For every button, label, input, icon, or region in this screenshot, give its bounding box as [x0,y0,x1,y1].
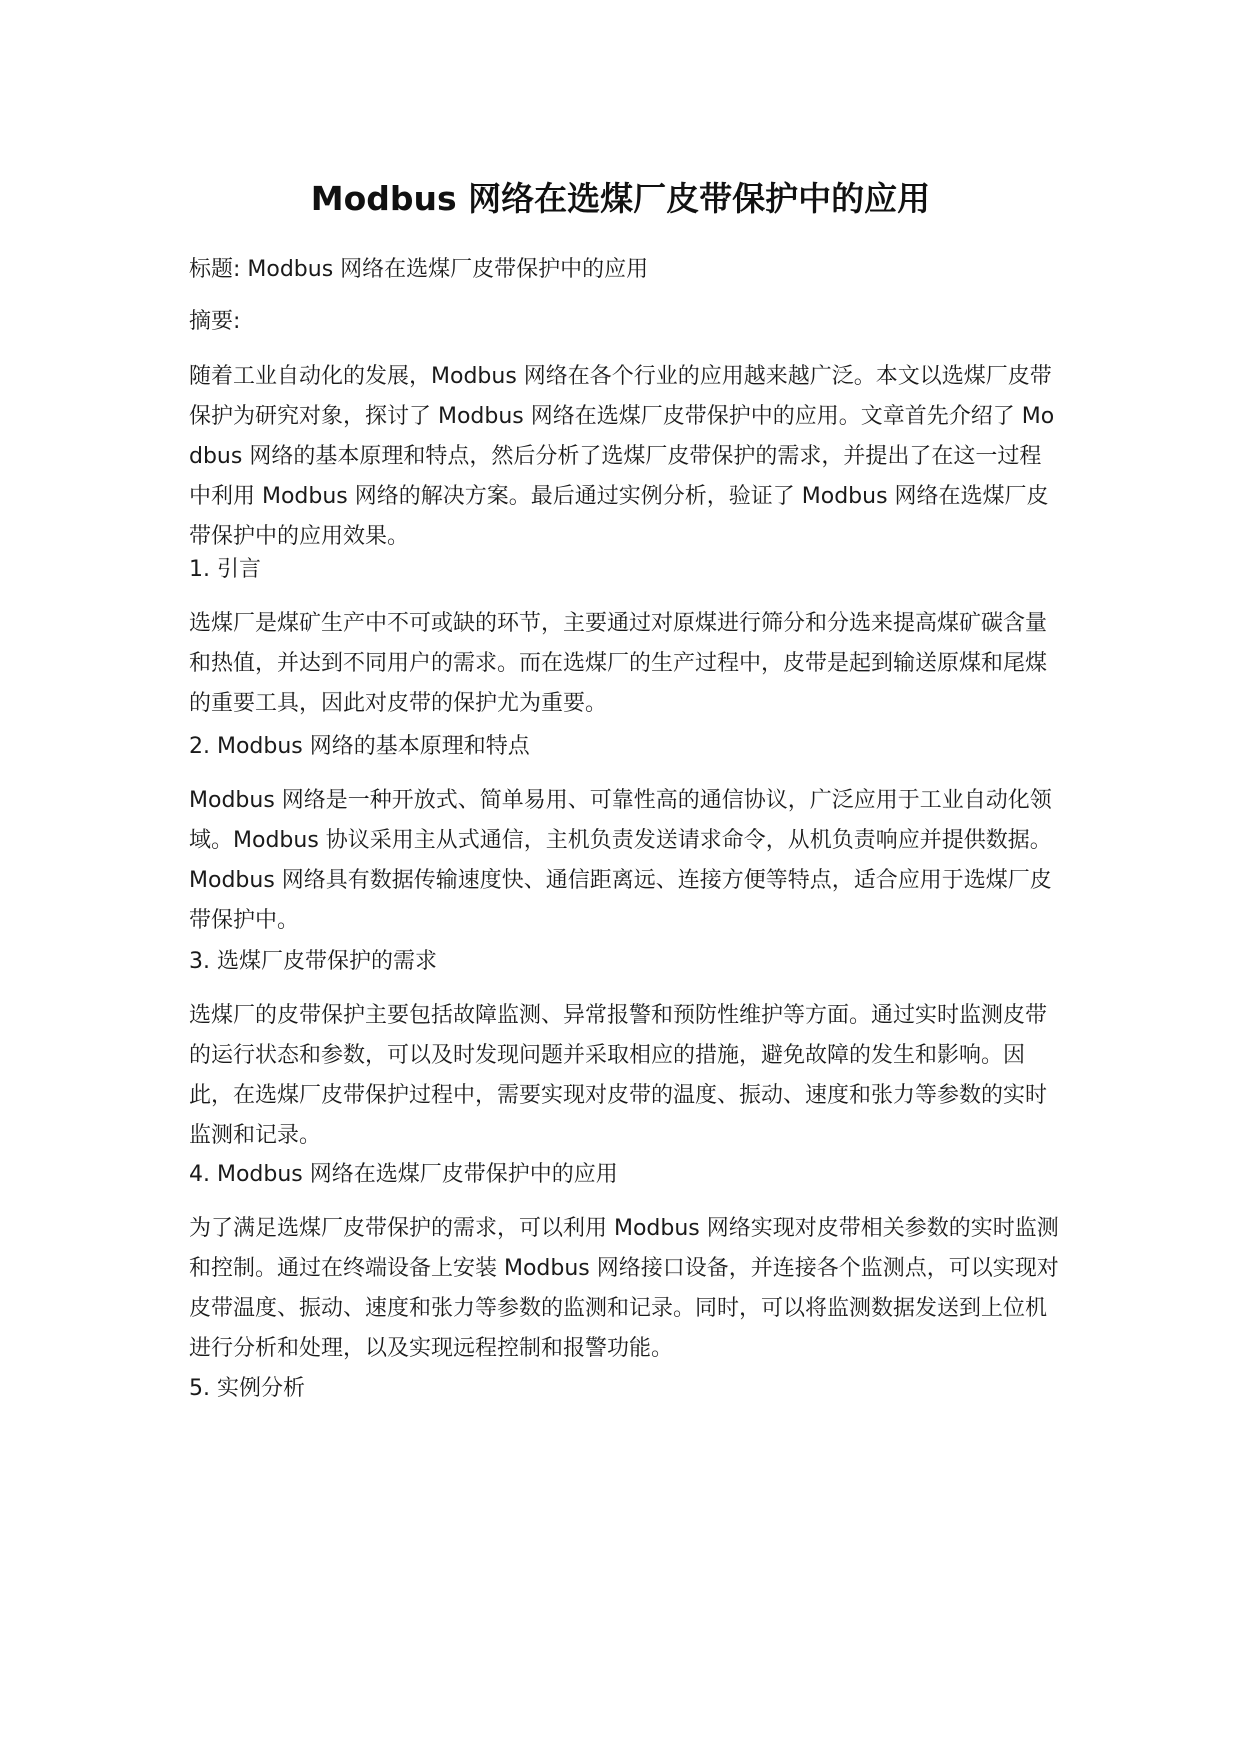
section-heading-modbus-application: 4. Modbus 网络在选煤厂皮带保护中的应用 [189,1162,618,1187]
section-heading-introduction: 1. 引言 [189,557,261,582]
section-heading-modbus-principles: 2. Modbus 网络的基本原理和特点 [189,734,530,759]
section-heading-case-study: 5. 实例分析 [189,1376,305,1401]
subject-line: 标题: Modbus 网络在选煤厂皮带保护中的应用 [189,257,649,282]
section-body-protection-requirements: 选煤厂的皮带保护主要包括故障监测、异常报警和预防性维护等方面。通过实时监测皮带的运行状态和参数，可以及时发现问题并采取相应的措施，避免故障的发生和影响。因此，在选煤厂皮带保护过程中，需要实现对皮带的温度、振动、速度和张力等参数的实时监测和记录。 [189,1003,1048,1148]
abstract-paragraph: 随着工业自动化的发展，Modbus 网络在各个行业的应用越来越广泛。本文以选煤厂皮带保护为研究对象，探讨了 Modbus 网络在选煤厂皮带保护中的应用。文章首先介绍了 Modbus 网络的基本原理和特点，然后分析了选煤厂皮带保护的需求，并提出了在这一过程中利用 Modbus 网络的解决方案。最后通过实例分析，验证了 Modbus 网络在选煤厂皮带保护中的应用效果。 [189,364,1055,549]
section-body-introduction: 选煤厂是煤矿生产中不可或缺的环节，主要通过对原煤进行筛分和分选来提高煤矿碳含量和热值，并达到不同用户的需求。而在选煤厂的生产过程中，皮带是起到输送原煤和尾煤的重要工具，因此对皮带的保护尤为重要。 [189,611,1048,716]
section-body-modbus-application: 为了满足选煤厂皮带保护的需求，可以利用 Modbus 网络实现对皮带相关参数的实时监测和控制。通过在终端设备上安装 Modbus 网络接口设备，并连接各个监测点，可以实现对皮带温度、振动、速度和张力等参数的监测和记录。同时，可以将监测数据发送到上位机进行分析和处理，以及实现远程控制和报警功能。 [189,1216,1059,1361]
document-title: Modbus 网络在选煤厂皮带保护中的应用 [310,179,931,218]
section-body-modbus-principles: Modbus 网络是一种开放式、简单易用、可靠性高的通信协议，广泛应用于工业自动化领域。Modbus 协议采用主从式通信，主机负责发送请求命令，从机负责响应并提供数据。Modbus 网络具有数据传输速度快、通信距离远、连接方便等特点，适合应用于选煤厂皮带保护中。 [189,788,1052,933]
abstract-label: 摘要: [189,309,241,334]
section-heading-protection-requirements: 3. 选煤厂皮带保护的需求 [189,949,437,974]
